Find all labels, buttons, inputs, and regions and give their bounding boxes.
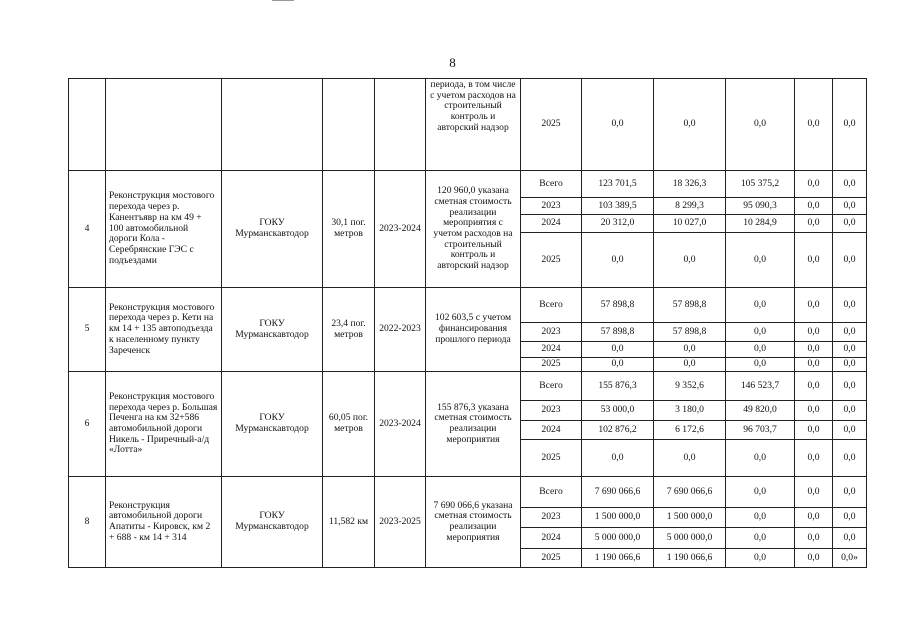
cell-period: 2022-2023 — [375, 288, 426, 372]
cell-period: 2023-2024 — [375, 372, 426, 477]
cell-capacity: 23,4 пог. метров — [323, 288, 375, 372]
cell-value: 0,0 — [833, 477, 867, 508]
cell-value: 0,0 — [795, 528, 833, 549]
cell-value: 0,0 — [654, 342, 726, 358]
table-row — [69, 79, 867, 171]
cell-year: Всего — [521, 477, 582, 508]
cell-value: 57 898,8 — [654, 288, 726, 323]
page-number: 8 — [449, 55, 456, 70]
cell-value: 1 500 000,0 — [582, 508, 654, 528]
cell-year: 2023 — [521, 401, 582, 421]
cell-value: 0,0 — [654, 233, 726, 288]
cell-value: 0,0 — [833, 198, 867, 215]
cell-customer: ГОКУ Мурманскавтодор — [222, 477, 323, 568]
cell-capacity: 30,1 пог. метров — [323, 171, 375, 288]
table-row — [69, 288, 867, 323]
cell-period: 2023-2025 — [375, 477, 426, 568]
cell-value: 0,0» — [833, 549, 867, 568]
cell-value: 155 876,3 — [582, 372, 654, 401]
cell-value: 0,0 — [726, 358, 795, 372]
cell-year: 2025 — [521, 79, 582, 171]
table-row — [69, 372, 867, 401]
cell-value: 0,0 — [726, 440, 795, 477]
cell-num — [69, 79, 106, 171]
cell-value: 0,0 — [726, 288, 795, 323]
cell-value: 9 352,6 — [654, 372, 726, 401]
cell-year: 2024 — [521, 215, 582, 233]
cell-value: 0,0 — [795, 477, 833, 508]
cell-num: 8 — [69, 477, 106, 568]
cell-value: 20 312,0 — [582, 215, 654, 233]
financing-table — [68, 78, 867, 568]
cell-description: 7 690 066,6 указана сметная стоимость реализации мероприятия — [426, 477, 521, 568]
cell-value: 5 000 000,0 — [654, 528, 726, 549]
cell-value: 0,0 — [795, 171, 833, 198]
cell-value: 0,0 — [654, 79, 726, 171]
cell-value: 0,0 — [833, 358, 867, 372]
cell-value: 8 299,3 — [654, 198, 726, 215]
cell-value: 0,0 — [726, 79, 795, 171]
cell-value: 0,0 — [833, 440, 867, 477]
cell-value: 0,0 — [795, 549, 833, 568]
cell-name: Реконструкция автомобильной дороги Апатиты - Кировск, км 2 + 688 - км 14 + 314 — [106, 477, 222, 568]
cell-value: 0,0 — [582, 358, 654, 372]
cell-year: 2024 — [521, 342, 582, 358]
cell-value: 0,0 — [654, 440, 726, 477]
cell-value: 146 523,7 — [726, 372, 795, 401]
cell-value: 53 000,0 — [582, 401, 654, 421]
cell-value: 0,0 — [795, 323, 833, 342]
cell-name: Реконструкция мостового перехода через р. Канентъявр на км 49 + 100 автомобильной дороги Кола - Серебрянские ГЭС с подъездами — [106, 171, 222, 288]
cell-value: 0,0 — [795, 233, 833, 288]
cell-num: 6 — [69, 372, 106, 477]
cell-year: Всего — [521, 288, 582, 323]
cell-value: 0,0 — [582, 440, 654, 477]
cell-value: 57 898,8 — [582, 288, 654, 323]
cell-value: 57 898,8 — [654, 323, 726, 342]
cell-value: 102 876,2 — [582, 421, 654, 440]
cell-capacity: 11,582 км — [323, 477, 375, 568]
cell-customer: ГОКУ Мурманскавтодор — [222, 372, 323, 477]
cell-value: 0,0 — [795, 421, 833, 440]
cell-value: 1 190 066,6 — [582, 549, 654, 568]
table-row — [69, 477, 867, 508]
cell-value: 0,0 — [833, 508, 867, 528]
cell-year: 2023 — [521, 508, 582, 528]
cell-value: 0,0 — [795, 342, 833, 358]
cell-value: 49 820,0 — [726, 401, 795, 421]
cell-num: 4 — [69, 171, 106, 288]
cell-value: 1 500 000,0 — [654, 508, 726, 528]
cell-year: 2023 — [521, 323, 582, 342]
cell-value: 3 180,0 — [654, 401, 726, 421]
cell-capacity — [323, 79, 375, 171]
cell-value: 0,0 — [795, 288, 833, 323]
cell-description: 155 876,3 указана сметная стоимость реализации мероприятия — [426, 372, 521, 477]
cell-value: 0,0 — [726, 549, 795, 568]
cell-year: 2025 — [521, 440, 582, 477]
cell-value: 0,0 — [833, 288, 867, 323]
cell-value: 123 701,5 — [582, 171, 654, 198]
cell-value: 0,0 — [726, 342, 795, 358]
cell-name: Реконструкция мостового перехода через р. Кети на км 14 + 135 автоподъезда к населенному пункту Зареченск — [106, 288, 222, 372]
cell-customer — [222, 79, 323, 171]
cell-value: 10 284,9 — [726, 215, 795, 233]
cell-value: 0,0 — [726, 477, 795, 508]
cell-year: Всего — [521, 372, 582, 401]
cell-value: 0,0 — [795, 215, 833, 233]
cell-value: 1 190 066,6 — [654, 549, 726, 568]
cell-value: 0,0 — [726, 323, 795, 342]
cell-year: 2023 — [521, 198, 582, 215]
cell-customer: ГОКУ Мурманскавтодор — [222, 171, 323, 288]
cell-value: 0,0 — [833, 215, 867, 233]
cell-value: 0,0 — [795, 358, 833, 372]
cell-value: 0,0 — [833, 323, 867, 342]
cell-year: Всего — [521, 171, 582, 198]
cell-year: 2024 — [521, 421, 582, 440]
cell-value: 95 090,3 — [726, 198, 795, 215]
cell-value: 18 326,3 — [654, 171, 726, 198]
cell-value: 6 172,6 — [654, 421, 726, 440]
cell-value: 0,0 — [726, 233, 795, 288]
cell-description: 120 960,0 указана сметная стоимость реализации мероприятия с учетом расходов на строительный контроль и авторский надзор — [426, 171, 521, 288]
cell-value: 103 389,5 — [582, 198, 654, 215]
cell-value: 0,0 — [833, 401, 867, 421]
cell-value: 105 375,2 — [726, 171, 795, 198]
cell-value: 0,0 — [795, 508, 833, 528]
cell-num: 5 — [69, 288, 106, 372]
cell-value: 7 690 066,6 — [582, 477, 654, 508]
cell-name — [106, 79, 222, 171]
cell-value: 5 000 000,0 — [582, 528, 654, 549]
cell-customer: ГОКУ Мурманскавтодор — [222, 288, 323, 372]
scan-artifact — [272, 0, 294, 1]
cell-value: 10 027,0 — [654, 215, 726, 233]
cell-value: 0,0 — [582, 79, 654, 171]
cell-value: 0,0 — [833, 233, 867, 288]
cell-description: периода, в том числе с учетом расходов на строительный контроль и авторский надзор — [426, 79, 521, 171]
cell-value: 0,0 — [795, 401, 833, 421]
cell-value: 0,0 — [795, 372, 833, 401]
cell-year: 2025 — [521, 233, 582, 288]
cell-period: 2023-2024 — [375, 171, 426, 288]
cell-value: 0,0 — [726, 528, 795, 549]
cell-name: Реконструкция мостового перехода через р. Большая Печенга на км 32+586 автомобильной дороги Никель - Приречный-а/д «Лотта» — [106, 372, 222, 477]
cell-year: 2025 — [521, 358, 582, 372]
cell-year: 2024 — [521, 528, 582, 549]
cell-value: 96 703,7 — [726, 421, 795, 440]
cell-value: 0,0 — [795, 198, 833, 215]
cell-value: 0,0 — [833, 342, 867, 358]
cell-value: 0,0 — [833, 372, 867, 401]
cell-description: 102 603,5 с учетом финансирования прошлого периода — [426, 288, 521, 372]
cell-value: 0,0 — [833, 79, 867, 171]
cell-value: 0,0 — [795, 79, 833, 171]
cell-value: 0,0 — [833, 171, 867, 198]
cell-value: 0,0 — [582, 342, 654, 358]
cell-value: 57 898,8 — [582, 323, 654, 342]
cell-value: 7 690 066,6 — [654, 477, 726, 508]
table-row — [69, 171, 867, 198]
cell-period — [375, 79, 426, 171]
cell-value: 0,0 — [833, 528, 867, 549]
cell-value: 0,0 — [833, 421, 867, 440]
cell-value: 0,0 — [654, 358, 726, 372]
cell-value: 0,0 — [795, 440, 833, 477]
cell-value: 0,0 — [726, 508, 795, 528]
cell-capacity: 60,05 пог. метров — [323, 372, 375, 477]
cell-value: 0,0 — [582, 233, 654, 288]
cell-year: 2025 — [521, 549, 582, 568]
